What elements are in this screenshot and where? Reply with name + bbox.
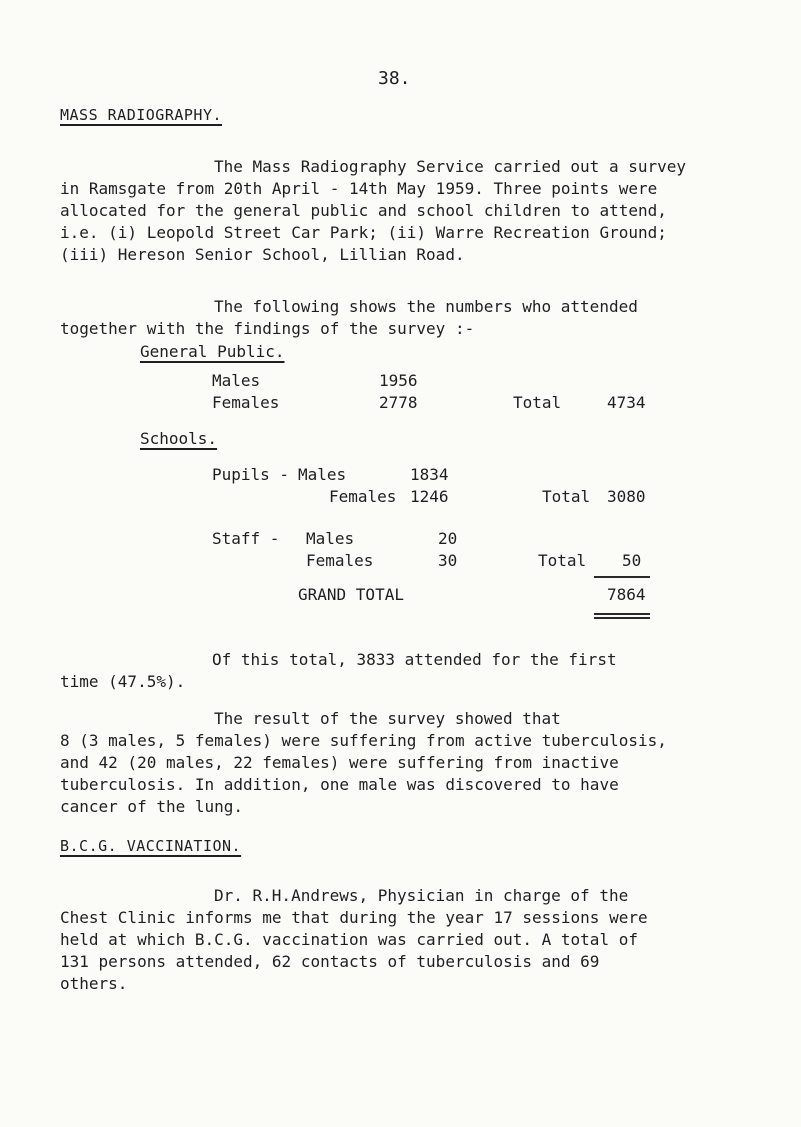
schools-staff-males-value: 20 [438,529,458,548]
para1-line: (iii) Hereson Senior School, Lillian Road. [60,245,465,264]
result-line: 8 (3 males, 5 females) were suffering from active tuberculosis, [60,731,667,750]
para1-line: in Ramsgate from 20th April - 14th May 1959. Three points were [60,179,658,198]
section-heading-mass-radiography: MASS RADIOGRAPHY. [60,106,223,124]
total-rule-bottom-1 [594,613,650,615]
para1-line: allocated for the general public and school children to attend, [60,201,667,220]
para2-line: The following shows the numbers who attended [214,297,638,316]
total-rule-bottom-2 [594,617,650,619]
first-time-line: Of this total, 3833 attended for the first [212,650,617,669]
gp-males-value: 1956 [379,371,418,390]
schools-staff-total-label: Total [538,551,587,570]
schools-pupils-total-value: 3080 [607,487,646,506]
result-line: and 42 (20 males, 22 females) were suffering from inactive [60,753,619,772]
gp-total-label: Total [513,393,562,412]
total-rule-top [594,576,650,578]
bcg-line: held at which B.C.G. vaccination was carried out. A total of [60,930,638,949]
schools-pupils-males-value: 1834 [410,465,449,484]
schools-staff-males-label: Males [306,529,355,548]
schools-pupils-females-value: 1246 [410,487,449,506]
gp-males-label: Males [212,371,261,390]
schools-pupils-females-label: Females [329,487,397,506]
para1-line: i.e. (i) Leopold Street Car Park; (ii) Warre Recreation Ground; [60,223,667,242]
subheading-schools: Schools. [140,429,218,448]
schools-pupils-total-label: Total [542,487,591,506]
result-line: cancer of the lung. [60,797,244,816]
subheading-general-public: General Public. [140,342,285,361]
bcg-line: 131 persons attended, 62 contacts of tuberculosis and 69 [60,952,600,971]
schools-pupils-males-label: Males [298,465,347,484]
para1-line: The Mass Radiography Service carried out a survey [214,157,687,176]
result-line: tuberculosis. In addition, one male was discovered to have [60,775,619,794]
schools-staff-females-label: Females [306,551,374,570]
gp-females-value: 2778 [379,393,418,412]
page-number: 38. [378,68,411,89]
result-line: The result of the survey showed that [214,709,561,728]
schools-staff-label: Staff - [212,529,280,548]
bcg-line: Dr. R.H.Andrews, Physician in charge of the [214,886,629,905]
section-heading-bcg-vaccination: B.C.G. VACCINATION. [60,837,242,855]
para2-line: together with the findings of the survey :- [60,319,475,338]
grand-total-label: GRAND TOTAL [298,585,404,604]
first-time-line: time (47.5%). [60,672,186,691]
schools-pupils-label: Pupils - [212,465,290,484]
gp-total-value: 4734 [607,393,646,412]
grand-total-value: 7864 [607,585,646,604]
schools-staff-females-value: 30 [438,551,458,570]
schools-staff-total-value: 50 [622,551,642,570]
gp-females-label: Females [212,393,280,412]
bcg-line: Chest Clinic informs me that during the year 17 sessions were [60,908,648,927]
bcg-line: others. [60,974,128,993]
